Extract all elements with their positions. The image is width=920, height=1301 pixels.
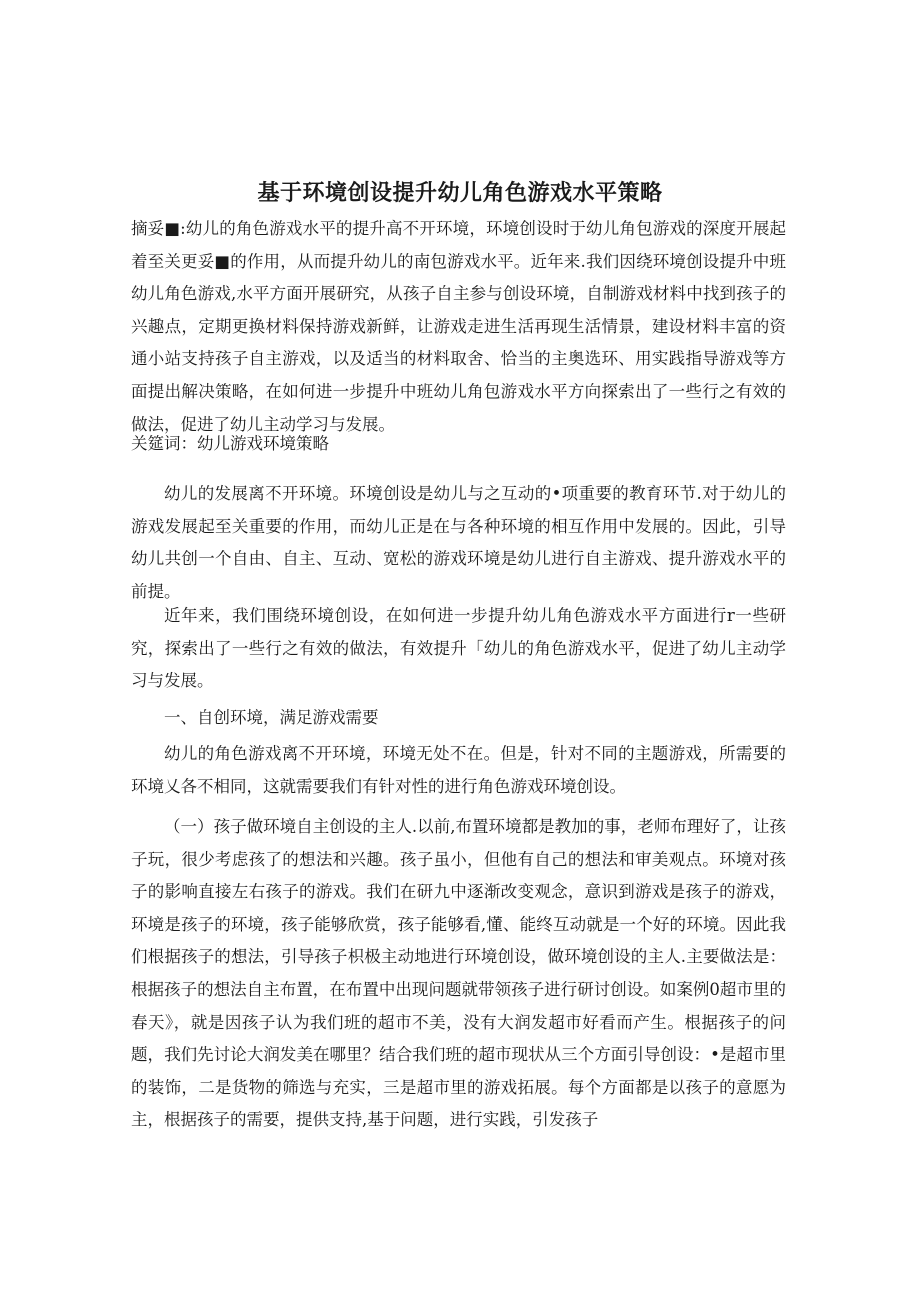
keywords-line: 关筵词：幼儿游戏环境策略 — [131, 434, 329, 453]
body-paragraph: 幼儿的角色游戏离不开环境，环境无处不在。但是，针对不同的主题游戏，所需要的环境乂各不相同，这就需要我们有针对性的进行角色游戏环境创设。 — [131, 744, 786, 796]
body-paragraph: （一）孩子做环境自主创设的主人.以前,布置环境都是教加的事，老师布理好了，让孩子玩，很少考虑孩了的想法和兴趣。孩子虽小，但他有自己的想法和审美观点。环境对孩子的影响直接左右孩子的游戏。我们在研九中逐渐改变观念，意识到游戏是孩子的游戏，环境是孩子的环境，孩子能够欣赏，孩子能够看,懂、能终互动就是一个好的环境。因此我们根据孩子的想法，引导孩子枳极主动地进行环境创设，做环境创设的主人.主要做法是：根据孩子的想法自主布置，在布置中出现问题就带领孩子进行研讨创设。如案例0超市里的春天》，就是因孩子认为我们班的超市不美，没有大润发超市好看而产生。根据孩子的问题，我们先讨论大润发美在哪里？结合我们班的超市现状从三个方面引导创设：•是超市里的装饰，二是货物的筛选与充实，三是超市里的游戏拓展。每个方面都是以孩子的意愿为主，根据孩子的需要，提供支持,基于问题，进行实践，引发孩子 — [131, 817, 786, 1130]
abstract-paragraph: 摘妥■:幼儿的角色游戏水平的提升高不开环境，环境创设时于幼儿角包游戏的深度开展起着至关更妥■的作用，从而提升幼儿的南包游戏水平。近年来.我们因绕环境创设提升中班幼儿角色游戏,水平方面开展研究，从孩子自主参与创设环境，自制游戏材料中找到孩子的兴趣点，定期更换材料保持游戏新鲜，让游戏走进生活再现生活情景，建设材料丰富的资通小站支持孩子自主游戏，以及适当的材料取舍、恰当的主奥选环、用实践指导游戏等方面提出解决策略，在如何进一步提升中班幼儿角包游戏水平方向探索出了一些行之有效的做法，促进了幼儿主动学习与发展。 — [131, 219, 786, 434]
body-paragraph: 近年来，我们围绕环境创设，在如何进一步提升幼儿角色游戏水平方面进行r一些研究，探索出了一些行之有效的做法，有效提升「幼儿的角色游戏水平，促进了幼儿主动学习与发展。 — [131, 606, 786, 691]
body-paragraph: 幼儿的发展离不开环境。环境创设是幼儿与之互动的•项重要的教育环节.对于幼儿的游戏发展起至关重要的作用，而幼儿正是在与各种环境的相互作用中发展的。因此，引导幼儿共创一个自由、自主、互动、宽松的游戏环境是幼儿进行自主游戏、提升游戏水平的前提。 — [131, 484, 786, 601]
document-title: 基于环境创设提升幼儿角色游戏水平策略 — [257, 181, 663, 206]
section-heading: 一、自创环境，满足游戏需要 — [164, 708, 379, 727]
